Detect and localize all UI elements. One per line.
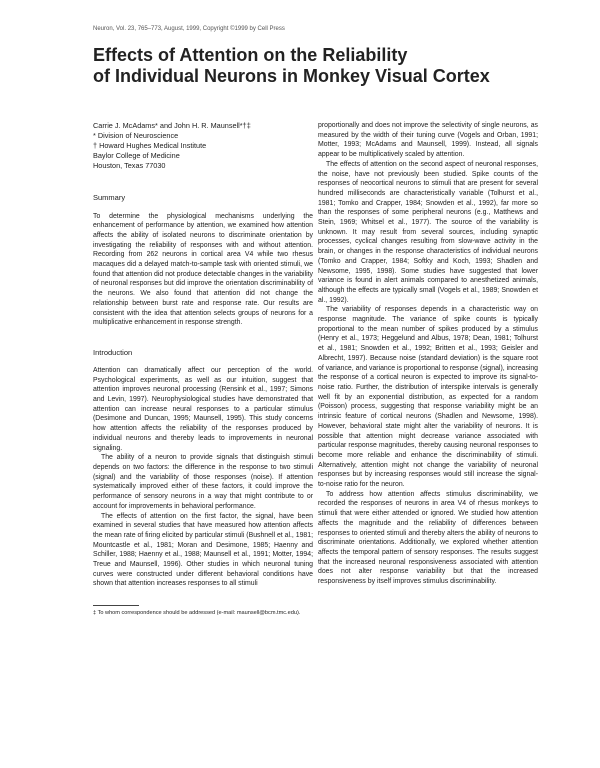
body-paragraph-2: The effects of attention on the second aspect of neuronal responses, the noise, have not previously been studied. Spike counts of the responses of neocortical neurons to stimuli that are present for several hundred milliseconds are characteristically variable (Tolhurst et al., 1981; Tomko and Crapper, 1984; Snowden et al., 1992), far more so than the responses of some peripheral neurons (e.g., Matthews and Stein, 1969; Whitsel et al., 1977). The source of the variability is unknown. It may result from several sources, including synaptic processes, cyclical changes resulting from slow-wave activity in the brain, or changes in the response characteristics of individual neurons (Tomko and Crapper, 1984; Softky and Koch, 1993; Shadlen and Newsome, 1995, 1998). Some studies have suggested that lower variance is found in alert animals compared to anesthetized animals, although the effects are typically small (Vogels et al., 1989; Snowden et al., 1992).: [318, 160, 538, 304]
left-column: [93, 121, 313, 617]
author-block: [93, 121, 313, 171]
title-line-2: of Individual Neurons in Monkey Visual Cortex: [93, 66, 490, 86]
body-paragraph-3: The variability of responses depends in a characteristic way on response magnitude. The variance of spike counts is typically proportional to the mean number of spikes produced by a stimulus (Henry et al., 1973; Heggelund and Albus, 1978; Dean, 1981; Tolhurst et al., 1981; Snowden et al., 1992; Britten et al., 1993; Geisler and Albrecht, 1997). Because noise (standard deviation) is the square root of variance, and variance is proportional to response (signal), increasing the response of a cortical neuron is expected to improve its signal-to-noise ratio. Further, the distribution of interspike intervals is generally well fit by an exponential distribution, as expected for a random (Poisson) process, suggesting that response variability might be an intrinsic feature of cortical neurons (Shadlen and Newsome, 1998). However, behavioral state might alter the variability of neurons. It is possible that attention might decrease variance associated with particular response magnitudes, thereby causing neuronal responses to become more reliable and enhance the discriminability of stimuli. Alternatively, attention might not change the variability of neuronal responses but by increasing responses would still increase the signal-to-noise ratio for the neuron.: [318, 306, 538, 489]
footnote-rule: [93, 605, 139, 606]
affiliation-1: * Division of Neuroscience: [93, 130, 179, 140]
affiliation-4: Houston, Texas 77030: [93, 160, 166, 170]
author-names: Carrie J. McAdams* and John H. R. Maunsell*†‡: [93, 121, 251, 130]
body-paragraph-1: proportionally and does not improve the selectivity of single neurons, as measured by the width of their tuning curve (Vogels and Orban, 1991; Motter, 1993; McAdams and Maunsell, 1999). Instead, all signals appear to be multiplicatively scaled by attention.: [318, 122, 538, 159]
body-paragraph-4: To address how attention affects stimulus discriminability, we recorded the responses of neurons in area V4 of rhesus monkeys to stimuli that were either attended or ignored. We studied how attention affects the magnitude and the reliability of differences between responses to oriented stimuli and thereby alters the ability of neurons to discriminate orientations. Additionally, we explored whether attention affects the temporal pattern of sensory responses. The results suggest that the increased neuronal responsiveness associated with attention does not alter response variability but that the increased responsiveness by itself improves stimulus discriminability.: [318, 490, 538, 586]
right-column: [318, 121, 538, 587]
journal-citation: Neuron, Vol. 23, 765–773, August, 1999, Copyright ©1999 by Cell Press: [93, 26, 285, 32]
affiliation-3: Baylor College of Medicine: [93, 150, 180, 160]
introduction-heading: Introduction: [93, 347, 133, 357]
affiliation-2: † Howard Hughes Medical Institute: [93, 140, 207, 150]
summary-text: To determine the physiological mechanisms underlying the enhancement of performance by attention, we examined how attention affects the ability of isolated neurons to discriminate orientation by investigating the reliability of responses with and without attention. Recording from 262 neurons in cortical area V4 while two rhesus macaques did a delayed match-to-sample task with oriented stimuli, we found that attention did not produce detectable changes in the variability of neuronal responses but did improve the orientation discriminability of the neurons. We also found that attention did not change the relationship between burst rate and response rate. Our results are consistent with the idea that attention selects groups of neurons for a multiplicative enhancement in response strength.: [93, 212, 313, 327]
summary-heading: Summary: [93, 192, 126, 202]
title-line-1: Effects of Attention on the Reliability: [93, 45, 408, 65]
article-title: [93, 45, 553, 87]
intro-paragraph-3: The effects of attention on the first factor, the signal, have been examined in several studies that have measured how attention affects the mean rate of firing elicited by particular stimuli (Bushnell et al., 1981; Mountcastle et al., 1981; Moran and Desimone, 1985; Haenny and Schiller, 1988; Haenny et al., 1988; Maunsell et al., 1991; Motter, 1994; Treue and Maunsell, 1996). Other studies in which neuronal tuning curves were constructed under different behavioral conditions have shown that attention increases responses to all stimuli: [93, 512, 313, 588]
intro-paragraph-1: Attention can dramatically affect our perception of the world. Psychological experiments, as well as our intuition, suggest that attention improves neuronal processing (Rensink et al., 1997; Simons and Levin, 1997). Neurophysiological studies have demonstrated that attention can increase neural responses to a particular stimulus (Desimone and Duncan, 1995; Maunsell, 1995). This study concerns how attention affects the reliability of the responses produced by individual neurons and thereby leads to improvements in neuronal signaling.: [93, 366, 313, 452]
correspondence-footnote: ‡ To whom correspondence should be addressed (e-mail: maunsell@bcm.tmc.edu).: [93, 610, 301, 617]
intro-paragraph-2: The ability of a neuron to provide signals that distinguish stimuli depends on two factors: the difference in the response to two stimuli (signal) and the variability of those responses (noise). If attention systematically improved either of these factors, it could improve the performance of sensory neurons in a way that might contribute to or account for improvements in behavioral performance.: [93, 454, 313, 510]
